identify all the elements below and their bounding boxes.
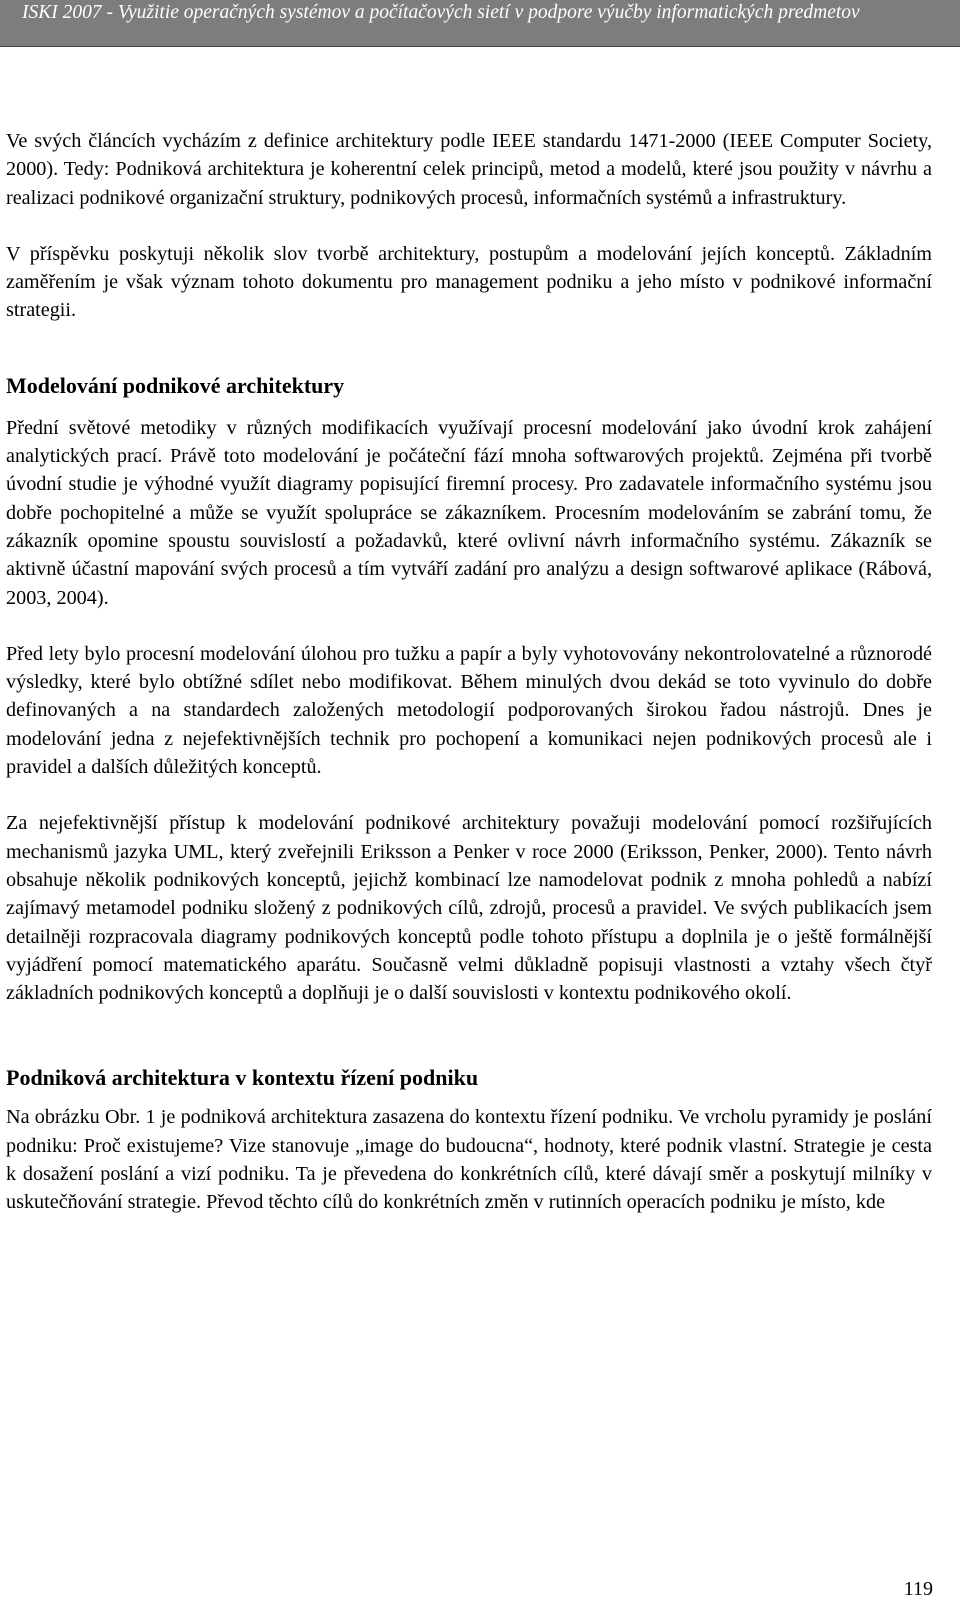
paragraph-architecture-definition: Ve svých článcích vycházím z definice architektury podle IEEE standardu 1471-2000 (IEEE Computer Society, 2000). Tedy: Podniková architektura je koherentní celek principů, metod a modelů, které jsou použity v návrhu a realizaci podnikové organizační struktury, podnikových procesů, informačních systémů a infrastruktury. bbox=[6, 130, 932, 209]
running-header: ISKI 2007 - Využitie operačných systémov a počítačových sietí v podpore výučby informatických predmetov bbox=[0, 0, 960, 47]
section-heading-modeling: Modelování podnikové architektury bbox=[6, 372, 345, 398]
page-number: 119 bbox=[903, 1578, 933, 1600]
paragraph-uml-approach: Za nejefektivnější přístup k modelování podnikové architektury považuji modelování pomocí rozšiřujících mechanismů jazyka UML, který zveřejnili Eriksson a Penker v roce 2000 (Eriksson, Penker, 2000). Tento návrh obsahuje několik podnikových konceptů, jejichž kombinací lze namodelovat podnik z mnoha pohledů a nabízí zajímavý metamodel podniku složený z podnikových cílů, zdrojů, procesů a pravidel. Ve svých publikacích jsem detailněji rozpracovala diagramy podnikových konceptů podle tohoto přístupu a doplnila je o ještě formálnější vyjádření pomocí matematického aparátu. Současně velmi důkladně popisuji vlastnosti a vztahy všech čtyř základních podnikových konceptů a doplňuji je o další souvislosti v kontextu podnikového okolí. bbox=[6, 812, 932, 1005]
page-content bbox=[6, 127, 932, 1217]
paragraph-contribution-scope: V příspěvku poskytuji několik slov tvorbě architektury, postupům a modelování jejích konceptů. Základním zaměřením je však význam tohoto dokumentu pro management podniku a jeho místo v podnikové informační strategii. bbox=[6, 242, 932, 322]
paragraph-process-modeling: Přední světové metodiky v různých modifikacích využívají procesní modelování jako úvodní krok zahájení analytických prací. Právě toto modelování je počáteční fází mnoha softwarových projektů. Zejména při tvorbě úvodní studie je výhodné využít diagramy popisující firemní procesy. Pro zadavatele informačního systému jsou dobře pochopitelné a může se využít spolupráce se zákazníkem. Procesním modelováním se zabrání tomu, že zákazník opomine spoustu souvislostí a požadavků, které ovlivní návrh informačního systému. Zákazník se aktivně účastní mapování svých procesů a tím vytváří zadání pro analýzu a design softwarové aplikace (Rábová, 2003, 2004). bbox=[6, 416, 932, 609]
paragraph-pyramid-context: Na obrázku Obr. 1 je podniková architektura zasazena do kontextu řízení podniku. Ve vrcholu pyramidy je poslání podniku: Proč existujeme? Vize stanovuje „image do budoucna“, hodnoty, které podnik vlastní. Strategie je cesta k dosažení poslání a vizí podniku. Ta je převedena do konkrétních cílů, které dávají směr a poskytují milníky v uskutečňování strategie. Převod těchto cílů do konkrétních změn v rutinních operacích podniku je místo, kde bbox=[6, 1106, 932, 1214]
section-heading-management-context: Podniková architektura v kontextu řízení podniku bbox=[6, 1065, 479, 1091]
paragraph-modeling-history: Před lety bylo procesní modelování úlohou pro tužku a papír a byly vyhotovovány nekontrolovatelné a různorodé výsledky, které bylo obtížné sdílet nebo modifikovat. Během minulých dvou dekád se toto vyvinulo do dobře definovaných a na standardech založených metodologií podporovaných širokou řadou nástrojů. Dnes je modelování jedna z nejefektivnějších technik pro pochopení a komunikaci nejen podnikových procesů ale i pravidel a dalších důležitých konceptů. bbox=[6, 642, 932, 779]
